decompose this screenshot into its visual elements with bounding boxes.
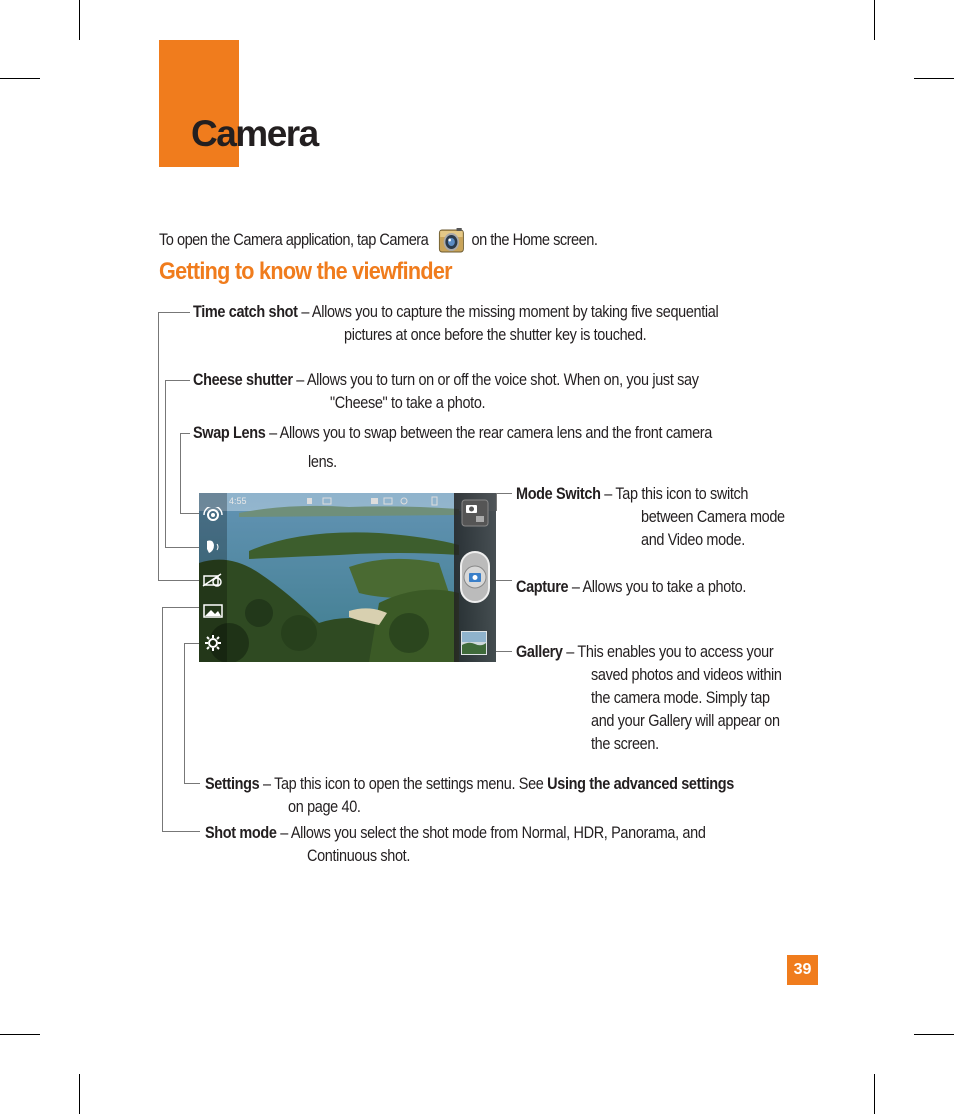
mode-switch-icon[interactable] [461,499,489,527]
viewfinder-screenshot [199,493,496,662]
crop-mark [79,1074,80,1114]
description-line: on page 40. [288,797,361,816]
gallery-thumbnail-icon[interactable] [461,631,487,655]
description-line: pictures at once before the shutter key is touched. [344,325,647,344]
description-line: Tap this icon to open the settings menu. See [274,774,548,793]
callout-line [184,643,200,644]
swap-lens-description [193,421,804,444]
description-line: Allows you select the shot mode from Normal, HDR, Panorama, and [290,823,706,842]
cheese-shutter-label: Cheese shutter [193,370,293,389]
section-heading: Getting to know the viewfinder [159,258,452,285]
callout-line [165,380,190,381]
callout-line [496,493,497,511]
crop-mark [0,78,40,79]
description-line: Continuous shot. [307,846,411,865]
shot-mode-description [205,821,794,844]
separator: – [568,577,583,596]
settings-icon[interactable] [205,635,221,651]
settings-description-cont [288,795,373,818]
description-line: the screen. [591,734,659,753]
description-line: the camera mode. Simply tap [591,688,770,707]
crop-mark [874,0,875,40]
capture-icon[interactable] [460,551,490,603]
separator: – [600,484,616,503]
viewfinder-scene [199,493,496,662]
callout-line [165,547,200,548]
cheese-shutter-description-cont [330,391,513,414]
gallery-label: Gallery [516,642,563,661]
callout-line [165,380,166,547]
mode-switch-description-cont [641,505,810,551]
description-line: saved photos and videos within [591,665,782,684]
description-line: Allows you to turn on or off the voice shot. When on, you just say [306,370,699,389]
description-line: and your Gallery will appear on [591,711,780,730]
cheese-shutter-description [193,368,788,391]
separator: – [292,370,307,389]
intro-text-end: on the Home screen. [471,229,598,249]
crop-mark [914,78,954,79]
separator: – [562,642,578,661]
separator: – [265,423,280,442]
swap-lens-label: Swap Lens [193,423,266,442]
advanced-settings-reference: Using the advanced settings [547,774,734,793]
description-line: between Camera mode [641,507,785,526]
crop-mark [874,1074,875,1114]
callout-line [180,433,190,434]
callout-line [158,580,200,581]
crop-mark [914,1034,954,1035]
page-title: Camera [191,113,318,154]
camera-app-icon [439,227,465,254]
callout-line [496,493,512,494]
callout-line [158,312,190,313]
callout-line [162,831,200,832]
crop-mark [79,0,80,40]
callout-line [158,312,159,580]
cheese-shutter-icon[interactable] [204,539,222,555]
settings-description [205,772,827,795]
gallery-description-cont [591,663,815,755]
callout-line [184,783,200,784]
capture-label: Capture [516,577,569,596]
time-catch-description [193,300,811,323]
gallery-mode-icon[interactable] [203,604,223,618]
crop-mark [0,1034,40,1035]
capture-description [516,575,787,598]
settings-label: Settings [205,774,260,793]
description-line: lens. [308,452,337,471]
description-line: This enables you to access your [577,642,774,661]
time-catch-label: Time catch shot [193,302,298,321]
callout-line [180,513,200,514]
page-number: 39 [787,955,818,985]
description-line: and Video mode. [641,530,745,549]
callout-line [162,607,163,831]
shot-mode-description-cont [307,844,428,867]
swap-lens-description-cont [308,450,342,473]
callout-line [184,643,185,783]
shot-mode-label: Shot mode [205,823,277,842]
intro-paragraph [159,227,597,254]
mode-switch-label: Mode Switch [516,484,601,503]
time-catch-icon[interactable] [202,507,224,523]
description-line: "Cheese" to take a photo. [330,393,486,412]
time-catch-description-cont [344,323,700,346]
callout-line [162,607,200,608]
gallery-description [516,640,819,663]
status-time: 4:55 [229,496,247,506]
description-line: Allows you to take a photo. [582,577,747,596]
description-line: Allows you to capture the missing moment by taking five sequential [311,302,719,321]
intro-text-start: To open the Camera application, tap Camera [159,229,429,249]
mode-switch-description [516,482,789,505]
description-line: Allows you to swap between the rear camera lens and the front camera [279,423,712,442]
description-line: Tap this icon to switch [615,484,749,503]
swap-lens-icon[interactable] [202,573,224,587]
separator: – [259,774,275,793]
separator: – [276,823,291,842]
callout-line [180,433,181,513]
separator: – [297,302,312,321]
status-bar-icons [305,496,445,506]
